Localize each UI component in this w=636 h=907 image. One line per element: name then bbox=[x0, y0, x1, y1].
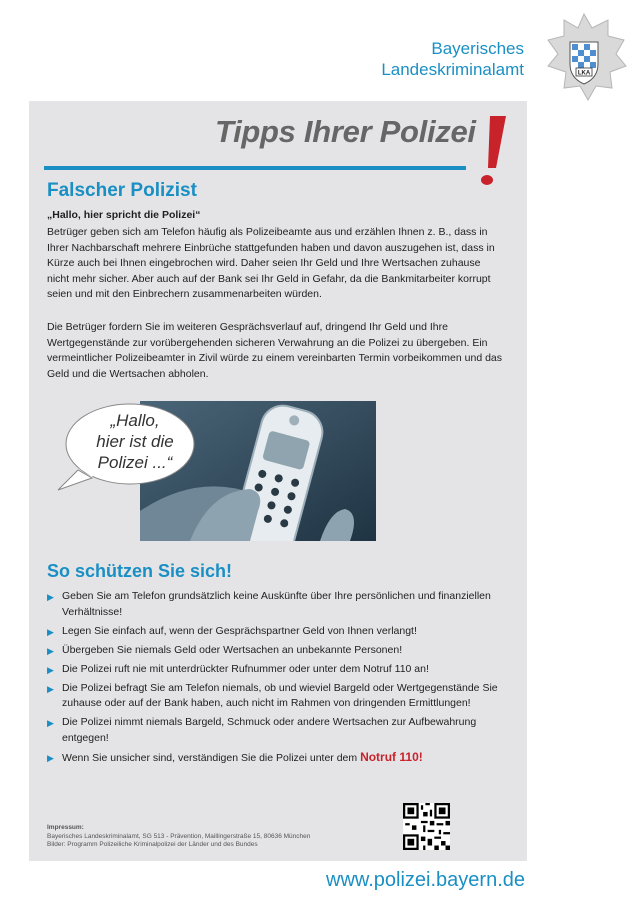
list-item: ▶ Die Polizei ruft nie mit unterdrückter Rufnummer oder unter dem Notruf 110 an! bbox=[47, 662, 507, 678]
list-item: ▶ Übergeben Sie niemals Geld oder Wertsachen an unbekannte Personen! bbox=[47, 643, 507, 659]
bullet-arrow-icon: ▶ bbox=[47, 645, 54, 656]
bullet-arrow-icon: ▶ bbox=[47, 664, 54, 675]
list-item: ▶ Legen Sie einfach auf, wenn der Gesprächspartner Geld von Ihnen verlangt! bbox=[47, 624, 507, 640]
body-paragraph-1: Betrüger geben sich am Telefon häufig als Polizeibeamte aus und erzählen Ihnen z. B., dass in Ihrer Nachbarschaft mehrere Einbrüche stattgefunden haben und davon auszugehen ist, dass in Kürze auch bei Ihnen eingebrochen wird. Daher seien Ihr Geld und Ihre Wertsachen zuhause nicht mehr sicher. Aber auch auf der Bank sei Ihr Geld in Gefahr, da die Bankmitarbeiter korrupt seien und mit den Einbrechern zusammenarbeiten würden. bbox=[47, 226, 495, 301]
body-paragraph-2: Die Betrüger fordern Sie im weiteren Gesprächsverlauf auf, dringend Ihr Geld und Ihre Wertgegenstände zur vorübergehenden sicheren Verwahrung an die Polizei zu übergeben. Ein vermeintlicher Polizeibeamter in Zivil würde zu einem vereinbarten Termin vorbeikommen und das Geld und die Wertsachen abholen. bbox=[47, 321, 503, 380]
organization-line1: Bayerisches bbox=[431, 39, 524, 58]
bullet-arrow-icon: ▶ bbox=[47, 626, 54, 637]
impressum bbox=[47, 824, 310, 850]
list-item: ▶ Die Polizei befragt Sie am Telefon niemals, ob und wieviel Bargeld oder Wertgegenstände Sie zuhause oder auf der Bank haben, auch nicht im Rahmen von dringenden Ermittlungen! bbox=[47, 681, 498, 710]
bullet-arrow-icon: ▶ bbox=[47, 753, 54, 764]
list-item: ▶ Die Polizei nimmt niemals Bargeld, Schmuck oder andere Wertsachen zur Aufbewahrung entgegen! bbox=[47, 716, 477, 744]
speech-bubble-line2: hier ist die bbox=[96, 432, 174, 451]
section-subheading: „Hallo, hier spricht die Polizei“ bbox=[47, 209, 201, 221]
list-item: ▶ Wenn Sie unsicher sind, verständigen Sie die Polizei unter dem Notruf 110! bbox=[47, 750, 507, 767]
bullet-arrow-icon: ▶ bbox=[47, 718, 54, 729]
bullet-arrow-icon: ▶ bbox=[47, 683, 54, 694]
organization-line2: Landeskriminalamt bbox=[381, 60, 524, 79]
exclamation-icon bbox=[470, 110, 510, 190]
police-star-badge-icon bbox=[540, 12, 628, 104]
impressum-line2: Bilder: Programm Polizeiliche Kriminalpolizei der Länder und des Bundes bbox=[47, 841, 258, 848]
organization-name bbox=[381, 38, 524, 80]
section-heading-falscher-polizist: Falscher Polizist bbox=[47, 180, 197, 201]
emergency-number: Notruf 110! bbox=[360, 750, 423, 765]
speech-bubble-line3: Polizei ...“ bbox=[97, 453, 173, 472]
speech-bubble-line1: „Hallo, bbox=[110, 411, 160, 430]
page-title: Tipps Ihrer Polizei bbox=[215, 114, 476, 149]
protection-tips-list bbox=[47, 589, 507, 770]
list-item: ▶ Geben Sie am Telefon grundsätzlich keine Auskünfte über Ihre persönlichen und finanziellen Verhältnisse! bbox=[47, 590, 491, 618]
badge-text: LKA bbox=[577, 70, 591, 77]
bullet-arrow-icon: ▶ bbox=[47, 592, 54, 602]
impressum-label: Impressum: bbox=[47, 824, 84, 831]
section-heading-schutz: So schützen Sie sich! bbox=[47, 561, 233, 581]
footer-url-link[interactable]: www.polizei.bayern.de bbox=[326, 869, 525, 891]
qr-code-icon[interactable] bbox=[403, 803, 450, 850]
title-divider bbox=[44, 166, 466, 170]
impressum-line1: Bayerisches Landeskriminalamt, SG 513 - Prävention, Maillingerstraße 15, 80636 München bbox=[47, 832, 311, 840]
speech-bubble-text bbox=[80, 410, 190, 473]
